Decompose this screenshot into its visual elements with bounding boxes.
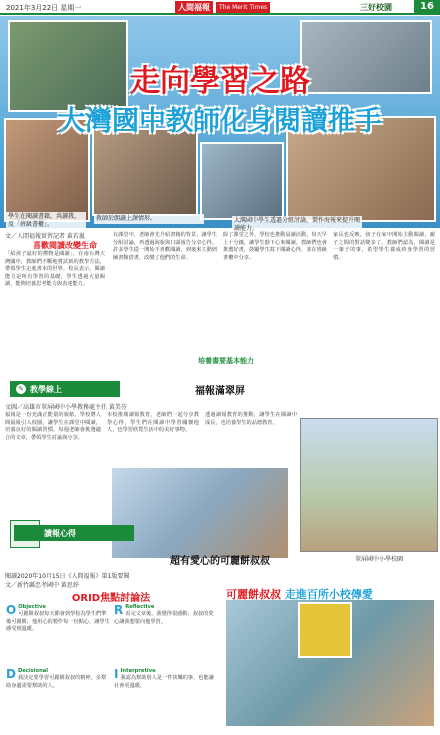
hero-banner [0,16,440,232]
ribbon-label: 讀報心得 [44,528,76,538]
card-text: 看完文章後，我覺得很感動，叔叔的愛心讓我想要向他學習。 [114,611,214,625]
section-ribbon [10,381,120,397]
newspaper-logo [175,0,270,14]
card-text: 可麗餅叔叔每天都會到學校為學生們準備可麗餅，他用心的製作每一份點心，讓學生感受到溫暖。 [6,611,110,633]
letter-r: R [114,603,124,617]
article-source: 閱讀2020年10月15日《人間福報》第1版要聞 [5,573,130,580]
issue-date: 2021年3月22日 星期一 [6,4,82,12]
inset-title-red: 可麗餅叔叔 [226,588,281,601]
letter-o: O [6,603,17,617]
card-label: Objective [18,604,46,610]
letter-i: I [114,667,119,681]
hero-photo-5 [200,142,284,220]
page-header [0,0,440,15]
article-column: 本校推廣讀報教育，老師們一起分享教學心得，學生們在閱讀中學習關懷他人，也學習欣賞生活中的美好事物。 [107,412,199,434]
article-byline: 文／人間福報實習記者 黃若嵐 [5,233,85,240]
article-title: 福報滿翠屏 [195,386,245,397]
section-name: 三好校園 [360,3,392,12]
section-ribbon [14,525,134,541]
card-label: Interpretive [120,668,156,674]
students-photo [110,466,290,560]
inset-title [226,586,373,602]
headline-main: 走向學習之路 [130,64,310,99]
article-column: 透過讀報教育的推動，讓學生在閱讀中成長，也培養學生的品德教育。 [205,412,297,426]
logo-english: The Merit Times [216,2,270,13]
school-photo [300,418,438,552]
article-column: 除了課堂之外，學校也推動晨讀活動，每天早上十分鐘，讓學生靜下心來閱讀。教師們也會推薦好書，鼓勵學生寫下閱讀心得，並在班級書櫃中分享。 [223,232,327,261]
crepe-stall-photo [298,602,352,658]
orid-card-i [114,668,218,728]
article-subhead-2: 培養書要基本能力 [198,357,254,365]
photo-caption: 教師於朗讀上課情形。 [94,214,204,224]
teaching-icon: ✎ [16,384,26,394]
inset-title-blue: 走進百所小校傳愛 [284,588,373,601]
card-label: Reflective [125,604,155,610]
headline-sub: 大灣國中教師化身閱讀推手 [58,106,382,137]
card-text: 我決定要學習可麗餅叔叔的精神，多幫助身邊需要幫助的人。 [6,675,107,689]
article-column: 家長也反映，孩子在家中開始主動閱讀，親子之間的對話變多了。教師們認為，閱讀是一輩子的事，希望學生養成終身學習的習慣。 [333,232,435,261]
hero-photo-4 [92,128,198,216]
card-text: 我認為幫助別人是一件快樂的事，也能讓社會更溫暖。 [114,675,214,689]
article-byline: 文／新竹縣忠孝國中 黃思妤 [5,582,79,589]
article-column: 福報是一份充滿正能量的報紙，學校將人間福報引入校園，讓學生在課堂中閱讀，培養良好的閱讀習慣。每週老師會挑選適合的文章，帶領學生討論與分享。 [5,412,101,441]
card-label: Decisional [17,668,49,674]
article-byline: 文圖／高雄市翠屏國中小學教務處主任 黃美芬 [5,404,127,411]
article-title: 超有愛心的可麗餅叔叔 [170,556,270,567]
orid-card-r [114,604,218,664]
orid-card-o [6,604,110,664]
article-column: 「給孩子最好的禮物是閱讀」，在南台灣大灣國中，教師們不斷地嘗試新的教學方法，帶領學生走進書本的世界。校長表示，閱讀能力是所有學習的基礎，學生透過大量閱讀，能夠培養思考能力與表達能力。 [5,251,105,288]
photo-caption: 翠屏國中小學校園 [355,556,404,563]
logo-chinese: 人間福報 [175,1,213,14]
photo-caption: 大灣國中學生透過分組討論，製作海報來提升閱讀能力。 [234,217,361,232]
ribbon-label: 教學線上 [30,384,62,394]
article-column: 在課堂中，老師會先介紹書籍的背景，讓學生分組討論，再透過海報與口頭報告分享心得。許多學生從一開始不喜歡閱讀，到後來主動到圖書館借書，改變了他們的生命。 [113,232,217,261]
letter-d: D [6,667,16,681]
orid-card-d [6,668,110,728]
page-number: 16 [414,0,440,14]
orid-heading: ORID焦點討論法 [71,593,151,604]
photo-caption: 學生在閱讀書籍，共讀我，及「班級書櫃」。 [6,212,86,230]
article-subhead: 喜歡閱讀改變生命 [33,241,97,250]
